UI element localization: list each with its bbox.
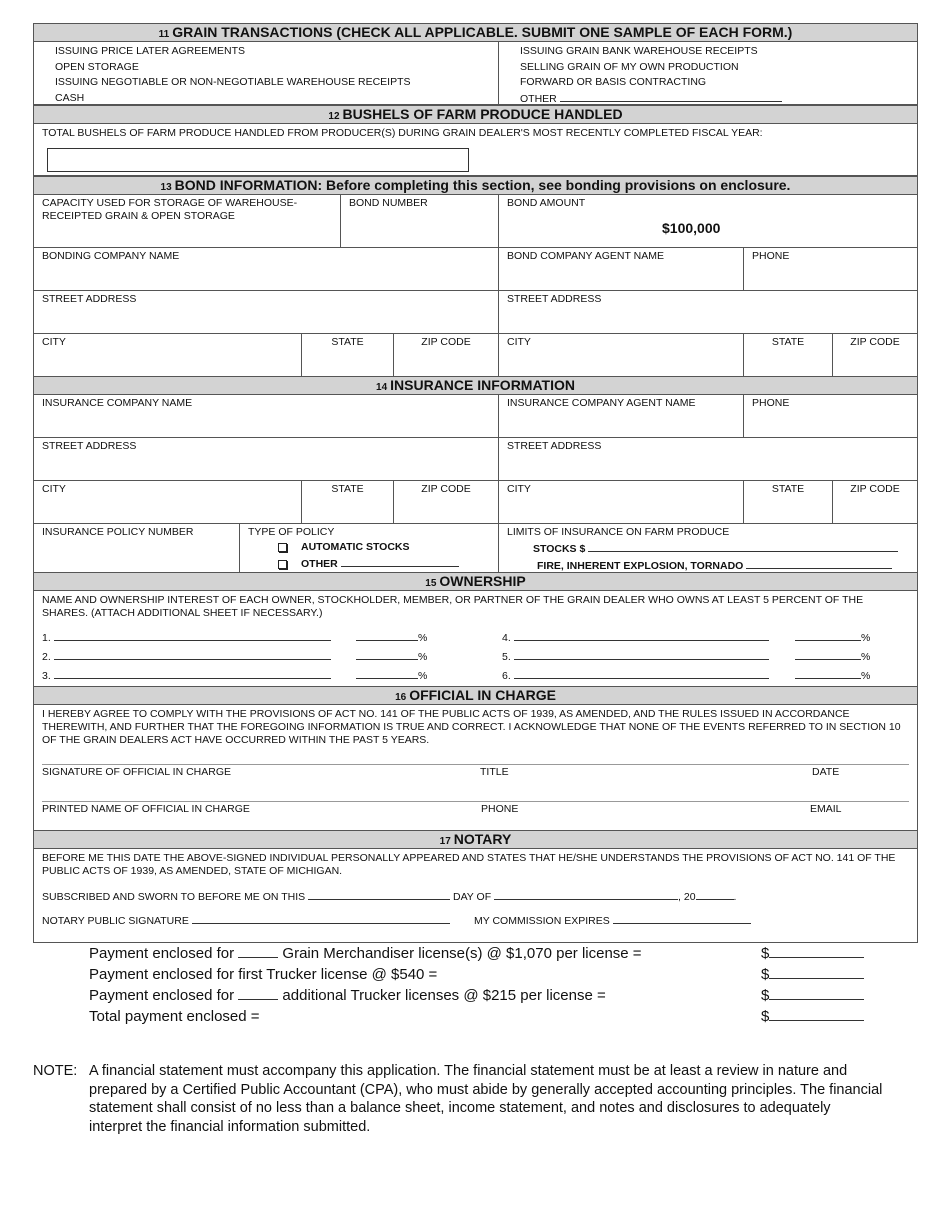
ins-zip-label: ZIP CODE [421,483,471,495]
note-label: NOTE: [33,1063,78,1079]
ins-agent-city-field[interactable] [499,481,744,523]
owner-3-pct[interactable] [356,668,427,682]
option-forward-contracting[interactable]: FORWARD OR BASIS CONTRACTING [520,76,707,88]
section-number: 17 [439,836,451,847]
official-date-label: DATE [812,766,840,778]
sworn-day-field[interactable] [308,889,450,900]
ownership-row [34,591,917,687]
other-label: OTHER [520,92,557,105]
bushels-row [34,124,917,176]
bond-number-label: BOND NUMBER [349,197,428,209]
section-title: BOND INFORMATION: Before completing this section, see bonding provisions on enclosure. [174,177,791,193]
payment-2: Payment enclosed for first Trucker license @ $540 = [89,966,438,983]
section-14-header [34,377,917,395]
ins-agent-field[interactable] [499,395,744,437]
bond-row-2 [34,248,917,291]
sworn-b: DAY OF [452,891,492,903]
owner-1[interactable] [42,630,331,644]
bond-agent-state-field[interactable] [744,334,833,376]
ins-company-field[interactable] [34,395,499,437]
application-form [33,23,918,943]
bond-agent-city-field[interactable] [499,334,744,376]
bond-phone-field[interactable] [744,248,917,290]
ins-agent-zip-label: ZIP CODE [850,483,900,495]
policy-type-label: TYPE OF POLICY [248,526,335,538]
ins-agent-label: INSURANCE COMPANY AGENT NAME [507,397,696,409]
owner-2-pct[interactable] [356,649,427,663]
owner-4-pct-field[interactable] [795,630,861,641]
stocks-field[interactable] [588,541,898,552]
owner-2-name[interactable] [54,649,331,660]
bond-number-field[interactable] [341,195,499,247]
owner-3-name[interactable] [54,668,331,679]
official-phone-label: PHONE [481,803,519,815]
option-cash[interactable]: CASH [55,91,85,104]
policy-number-field[interactable] [34,524,240,572]
bond-agent-street-label: STREET ADDRESS [507,293,602,305]
section-12-header [34,105,917,124]
option-other[interactable] [520,91,897,108]
capacity-label: CAPACITY USED FOR STORAGE OF WAREHOUSE-RECEIPTED GRAIN & OPEN STORAGE [42,197,298,222]
ins-row-3 [34,481,917,524]
owner-2-pct-field[interactable] [356,649,418,660]
ins-zip-field[interactable] [394,481,499,523]
section-title: OFFICIAL IN CHARGE [409,687,556,703]
owner-5-name[interactable] [514,649,769,660]
bond-zip-label: ZIP CODE [421,336,471,348]
section-number: 15 [425,578,437,589]
other-field[interactable] [560,91,782,102]
payment-amount-3[interactable] [761,987,864,1004]
owner-4[interactable] [502,630,769,644]
limits-field [499,524,917,572]
ins-street-field[interactable] [34,438,499,480]
section-title: OWNERSHIP [439,573,526,589]
ins-row-2 [34,438,917,481]
bond-state-field[interactable] [302,334,394,376]
owner-3-num: 3. [42,670,51,682]
ownership-text: NAME AND OWNERSHIP INTEREST OF EACH OWNER, STOCKHOLDER, MEMBER, OR PARTNER OF THE GRAIN DEALER WHO OWNS AT LEAST 5 PERCENT OF THE SHARES. (ATTACH ADDITIONAL SHEET IF NECESSARY.) [42,594,864,619]
owner-4-pct[interactable] [795,630,870,644]
option-own-production[interactable]: SELLING GRAIN OF MY OWN PRODUCTION [520,60,739,73]
official-email-label: EMAIL [810,803,842,815]
signature-line[interactable] [42,764,909,765]
policy-other-label: OTHER [301,558,338,570]
bond-agent-zip-label: ZIP CODE [850,336,900,348]
official-title-label: TITLE [480,766,509,778]
section-number: 11 [158,29,170,40]
pct-sign: % [861,651,871,663]
section-title: INSURANCE INFORMATION [390,377,575,393]
policy-type-field [240,524,499,572]
section-11-header [34,24,917,42]
payment-3a: Payment enclosed for [89,987,235,1004]
capacity-field[interactable] [34,195,341,247]
ins-city-field[interactable] [34,481,302,523]
ins-agent-state-label: STATE [771,483,805,495]
bond-amount-label: BOND AMOUNT [507,197,586,209]
option-open-storage[interactable]: OPEN STORAGE [55,60,139,73]
signature-label: SIGNATURE OF OFFICIAL IN CHARGE [42,766,232,778]
ins-agent-street-label: STREET ADDRESS [507,440,602,452]
owner-1-pct-field[interactable] [356,630,418,641]
bond-street-label: STREET ADDRESS [42,293,137,305]
owner-1-name[interactable] [54,630,331,641]
owner-5[interactable] [502,649,769,663]
bond-agent-field[interactable] [499,248,744,290]
dollar-sign: $ [761,945,770,962]
pct-sign: % [861,670,871,682]
ins-state-label: STATE [331,483,364,495]
dollar-sign: $ [761,1008,770,1025]
pct-sign: % [418,670,428,682]
auto-stocks-label: AUTOMATIC STOCKS [301,541,410,553]
policy-other-field[interactable] [341,556,459,567]
official-row [34,705,917,831]
policy-auto-stocks[interactable] [248,541,490,554]
option-price-later[interactable]: ISSUING PRICE LATER AGREEMENTS [55,45,246,57]
bond-agent-city-label: CITY [507,336,531,348]
bushels-input[interactable] [47,148,469,172]
notary-row [34,849,917,942]
owner-5-pct[interactable] [795,649,870,663]
payment-3b: additional Trucker licenses @ $215 per license = [282,987,606,1004]
grain-transactions-left [34,42,499,104]
payment-amount-4[interactable] [761,1008,864,1025]
payment-line-3 [89,987,606,1004]
checkbox-auto-stocks[interactable] [278,543,287,552]
bond-row-4 [34,334,917,377]
amount-3-field[interactable] [769,987,864,1000]
payment-line-1 [89,945,642,962]
owner-5-num: 5. [502,651,511,663]
grain-transactions [34,42,917,105]
sworn-a: SUBSCRIBED AND SWORN TO BEFORE ME ON THIS [42,891,306,903]
section-15-header [34,573,917,591]
notary-sig-line[interactable] [42,913,450,927]
bonding-company-label: BONDING COMPANY NAME [42,250,180,262]
amount-2-field[interactable] [769,966,864,979]
section-title: NOTARY [453,831,512,847]
payment-1a: Payment enclosed for [89,945,235,962]
section-number: 14 [376,382,388,393]
commission-label: MY COMMISSION EXPIRES [474,915,610,927]
sworn-c: , 20 [678,891,696,903]
option-warehouse-receipts[interactable]: ISSUING NEGOTIABLE OR NON-NEGOTIABLE WAREHOUSE RECEIPTS [55,76,411,88]
sworn-month-field[interactable] [494,889,678,900]
commission-field[interactable] [613,913,751,924]
limits-fire[interactable] [507,558,909,573]
bond-phone-label: PHONE [752,250,790,262]
bond-city-field[interactable] [34,334,302,376]
amount-1-field[interactable] [769,945,864,958]
fire-label: FIRE, INHERENT EXPLOSION, TORNADO [537,560,744,572]
merchandiser-count-field[interactable] [238,945,278,958]
bond-state-label: STATE [331,336,364,348]
ins-agent-city-label: CITY [507,483,531,495]
owner-4-num: 4. [502,632,511,644]
owner-6-pct[interactable] [795,668,870,682]
sworn-line[interactable] [42,889,736,903]
note-text: A financial statement must accompany this application. The financial statement must be at least a review in nature and prepared by a Certified Public Accountant (CPA), who must abide by generally accepted accounting principles. The financial statement shall consist of no less than a balance sheet, income statement, and notes and disclosures to adequately interpret the financial information submitted. [89,1063,883,1135]
owner-3[interactable] [42,668,331,682]
owner-6-num: 6. [502,670,511,682]
bond-city-label: CITY [42,336,66,348]
bonding-company-field[interactable] [34,248,499,290]
policy-other[interactable] [248,556,490,571]
notary-sig-field[interactable] [192,913,450,924]
owner-2[interactable] [42,649,331,663]
printed-name-label: PRINTED NAME OF OFFICIAL IN CHARGE [42,803,250,815]
ins-agent-state-field[interactable] [744,481,833,523]
payment-amount-1[interactable] [761,945,864,962]
ins-agent-street-field[interactable] [499,438,917,480]
grain-transactions-right [499,42,917,104]
ins-agent-zip-field[interactable] [833,481,917,523]
limits-label: LIMITS OF INSURANCE ON FARM PRODUCE [507,526,730,538]
payment-line-4 [89,1008,260,1025]
owner-3-pct-field[interactable] [356,668,418,679]
sworn-d: . [733,891,737,903]
bushels-cell [34,124,917,175]
ins-street-label: STREET ADDRESS [42,440,137,452]
owner-1-pct[interactable] [356,630,427,644]
bond-row-1 [34,195,917,248]
payment-amount-2[interactable] [761,966,864,983]
bond-agent-street-field[interactable] [499,291,917,333]
owner-4-name[interactable] [514,630,769,641]
limits-stocks[interactable] [507,541,909,556]
bushels-label: TOTAL BUSHELS OF FARM PRODUCE HANDLED FROM PRODUCER(S) DURING GRAIN DEALER'S MOST RECENTLY COMPLETED FISCAL YEAR: [42,127,763,139]
ins-row-1 [34,395,917,438]
owner-6[interactable] [502,668,769,682]
ins-phone-field[interactable] [744,395,917,437]
trucker-count-field[interactable] [238,987,278,1000]
section-number: 12 [328,111,340,122]
ins-row-4 [34,524,917,573]
stocks-label: STOCKS $ [533,543,586,555]
amount-4-field[interactable] [769,1008,864,1021]
payment-4: Total payment enclosed = [89,1008,260,1025]
note [33,1062,883,1136]
owner-6-name[interactable] [514,668,769,679]
notary-text: BEFORE ME THIS DATE THE ABOVE-SIGNED INDIVIDUAL PERSONALLY APPEARED AND STATES THAT HE/SHE UNDERSTANDS THE PROVISIONS OF ACT NO. 141 OF THE PUBLIC ACTS OF 1939, AS AMENDED, STATE OF MICHIGAN. [42,852,896,877]
official-text: I HEREBY AGREE TO COMPLY WITH THE PROVISIONS OF ACT NO. 141 OF THE PUBLIC ACTS OF 1939, AS AMENDED, AND THE RULES ISSUED IN ACCORDANCE THEREWITH, AND FURTHER THAT THE FOREGOING INFORMATION IS TRUE AND CORRECT. I ACKNOWLEDGE THAT NONE OF THE EVENTS REFERRED TO IN SECTION 10 OF THE GRAIN DEALERS ACT HAVE OCCURRED WITHIN THE PAST 5 YEARS. [42,708,901,746]
notary-sig-label: NOTARY PUBLIC SIGNATURE [42,915,189,927]
policy-number-label: INSURANCE POLICY NUMBER [42,526,194,538]
bond-agent-label: BOND COMPANY AGENT NAME [507,250,664,262]
sworn-year-field[interactable] [696,889,734,900]
owner-2-num: 2. [42,651,51,663]
ins-company-label: INSURANCE COMPANY NAME [42,397,193,409]
payment-line-2 [89,966,437,983]
bond-amount-value: $100,000 [662,220,721,236]
owner-6-pct-field[interactable] [795,668,861,679]
fire-field[interactable] [746,558,892,569]
owner-5-pct-field[interactable] [795,649,861,660]
commission-line[interactable] [474,913,751,927]
pct-sign: % [861,632,871,644]
dollar-sign: $ [761,966,770,983]
section-16-header [34,687,917,705]
ins-state-field[interactable] [302,481,394,523]
bond-zip-field[interactable] [394,334,499,376]
ins-city-label: CITY [42,483,66,495]
section-title: BUSHELS OF FARM PRODUCE HANDLED [342,106,623,122]
section-title: GRAIN TRANSACTIONS (CHECK ALL APPLICABLE. SUBMIT ONE SAMPLE OF EACH FORM.) [172,24,793,40]
printed-name-line[interactable] [42,801,909,802]
owner-1-num: 1. [42,632,51,644]
section-13-header [34,176,917,195]
pct-sign: % [418,632,428,644]
ins-phone-label: PHONE [752,397,790,409]
dollar-sign: $ [761,987,770,1004]
bond-row-3 [34,291,917,334]
bond-street-field[interactable] [34,291,499,333]
bond-agent-zip-field[interactable] [833,334,917,376]
section-number: 13 [160,182,172,193]
payment-1b: Grain Merchandiser license(s) @ $1,070 per license = [282,945,642,962]
bond-amount-field[interactable] [499,195,917,247]
section-17-header [34,831,917,849]
option-grain-bank[interactable]: ISSUING GRAIN BANK WAREHOUSE RECEIPTS [520,45,758,57]
bond-agent-state-label: STATE [771,336,805,348]
section-number: 16 [395,692,407,703]
pct-sign: % [418,651,428,663]
checkbox-other[interactable] [278,560,287,569]
